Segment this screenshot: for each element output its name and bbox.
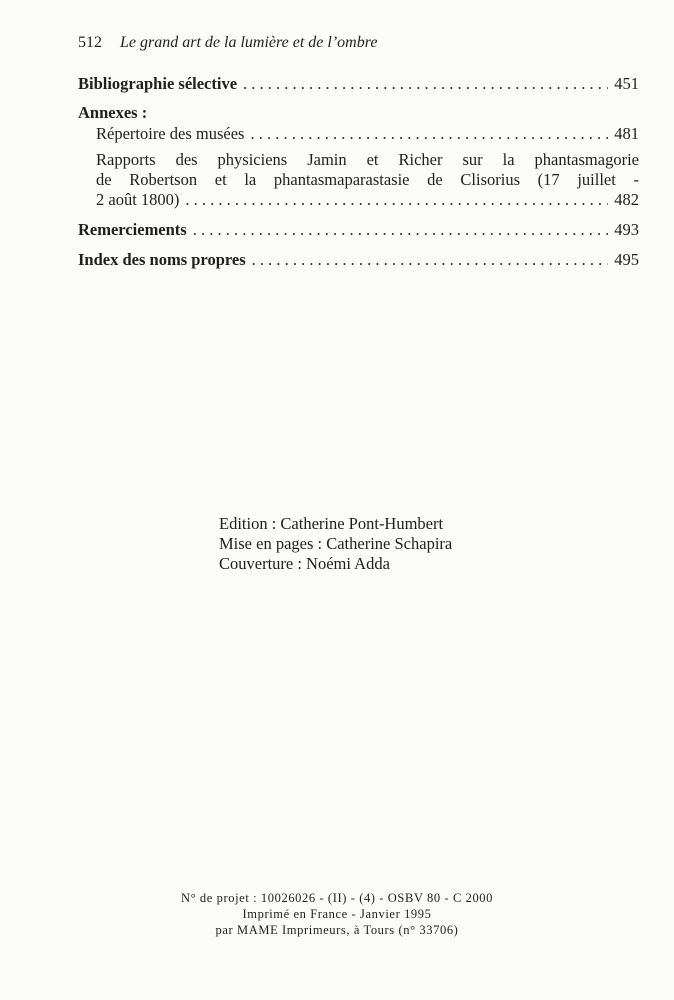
toc-entry-remerciements — [78, 220, 639, 240]
credit-edition: Edition : Catherine Pont-Humbert — [219, 514, 444, 533]
toc-entry-page: 451 — [614, 74, 639, 93]
printer-colophon — [0, 890, 674, 938]
dot-leader — [185, 190, 608, 210]
toc-heading-annexes: Annexes : — [78, 103, 148, 122]
toc-entry-page: 495 — [614, 250, 639, 269]
book-title: Le grand art de la lumière et de l’ombre — [120, 34, 378, 51]
credit-couverture: Couverture : Noémi Adda — [219, 554, 390, 573]
credits-block — [219, 514, 452, 574]
dot-leader — [250, 124, 608, 144]
printer-name: par MAME Imprimeurs, à Tours (n° 33706) — [215, 923, 459, 937]
credit-mise-en-pages: Mise en pages : Catherine Schapira — [219, 534, 453, 553]
toc-entry-repertoire — [96, 124, 639, 144]
toc-entry-bibliographie — [78, 74, 639, 94]
dot-leader — [243, 74, 608, 94]
toc-entry-rapports-line1: Rapports des physiciens Jamin et Richer sur la phantasmagorie — [96, 150, 639, 169]
toc-entry-label: Index des noms propres — [78, 250, 246, 269]
running-head — [78, 34, 377, 52]
toc-entry-label: 2 août 1800) — [96, 190, 180, 209]
toc-entry-rapports-line2: de Robertson et la phantasmaparastasie de Clisorius (17 juillet - — [96, 170, 639, 189]
toc-entry-page: 482 — [614, 190, 639, 209]
toc-entry-page: 481 — [614, 124, 639, 143]
toc-entry-label: Bibliographie sélective — [78, 74, 238, 93]
dot-leader — [252, 250, 609, 270]
project-number: N° de projet : 10026026 - (II) - (4) - OSBV 80 - C 2000 — [180, 891, 494, 905]
page-number: 512 — [78, 34, 102, 51]
toc-entry-label: Remerciements — [78, 220, 187, 239]
toc-entry-page: 493 — [614, 220, 639, 239]
toc-entry-label: Répertoire des musées — [96, 124, 245, 143]
toc-entry-rapports — [96, 190, 639, 210]
printed-in: Imprimé en France - Janvier 1995 — [242, 907, 432, 921]
dot-leader — [193, 220, 609, 240]
toc-entry-index — [78, 250, 639, 270]
